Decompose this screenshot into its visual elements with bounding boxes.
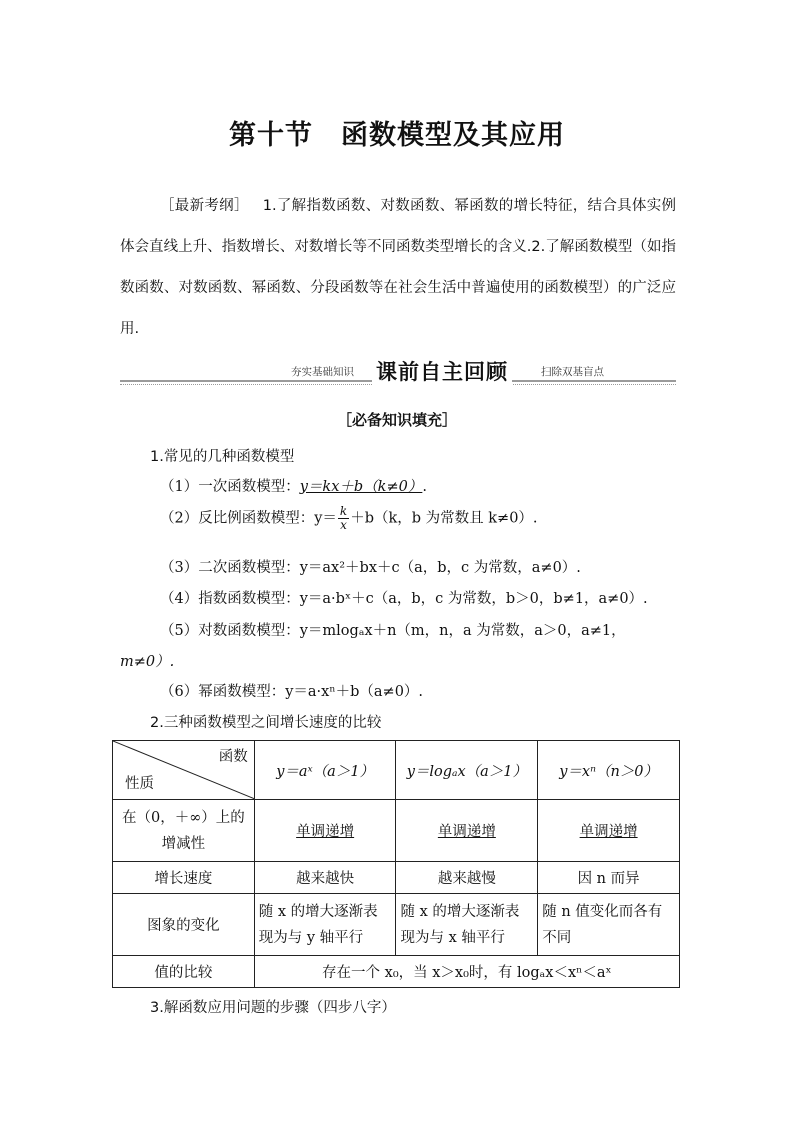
table-cell: 越来越慢 [396, 862, 538, 894]
corner-bottom-label: 性质 [125, 776, 154, 792]
table-col-header: y＝xⁿ（n＞0） [538, 741, 680, 800]
corner-top-label: 函数 [218, 749, 248, 765]
table-header-row [113, 741, 680, 800]
part1-heading: 1.常见的几种函数模型 [150, 449, 295, 465]
table-row [113, 800, 680, 862]
table-cell: 随 x 的增大逐渐表现为与 y 轴平行 [254, 894, 396, 956]
syllabus-text: 1.了解指数函数、对数函数、幂函数的增长特征，结合具体实例体会直线上升、指数增长、对数增长等不同函数类型增长的含义.2.了解函数模型（如指数函数、对数函数、幂函数、分段函数等在社会生活中普遍使用的函数模型）的广泛应用. [120, 198, 676, 337]
table-cell: 随 n 值变化而各有不同 [538, 894, 680, 956]
syllabus-tag: ［最新考纲］ [160, 198, 249, 214]
model-inverse-suffix: ＋b（k，b 为常数且 k≠0）. [350, 510, 538, 527]
model-log-line2: m≠0）. [120, 654, 175, 670]
banner-left-text: 夯实基础知识 [288, 364, 357, 379]
banner-right-text: 扫除双基盲点 [538, 364, 607, 379]
section-banner [120, 356, 676, 392]
banner-title: 课前自主回顾 [372, 356, 512, 386]
page-title: 第十节 函数模型及其应用 [229, 120, 565, 151]
table-row [113, 894, 680, 956]
table-row-label: 值的比较 [113, 956, 255, 988]
model-power: （6）幂函数模型：y＝a·xⁿ＋b（a≠0）. [160, 684, 424, 700]
table-corner-cell [113, 741, 255, 800]
model-inverse [160, 505, 538, 532]
fraction-denominator: x [340, 518, 347, 532]
table-cell: 越来越快 [254, 862, 396, 894]
part3-heading: 3.解函数应用问题的步骤（四步八字） [150, 1000, 396, 1016]
model-log-line1: （5）对数函数模型：y＝mlogₐx＋n（m，n，a 为常数，a＞0，a≠1， [160, 623, 626, 639]
fraction-numerator: k [339, 504, 348, 518]
comparison-table [112, 740, 680, 988]
table-col-header: y＝logₐx（a＞1） [396, 741, 538, 800]
inverse-fraction [338, 505, 349, 532]
model-quadratic: （3）二次函数模型：y＝ax²＋bx＋c（a，b，c 为常数，a≠0）. [160, 560, 581, 576]
table-cell-compare: 存在一个 x₀，当 x＞x₀时，有 logₐx＜xⁿ＜aˣ [254, 956, 679, 988]
syllabus-paragraph [120, 186, 676, 350]
table-cell: 单调递增 [254, 800, 396, 862]
table-cell: 因 n 而异 [538, 862, 680, 894]
section-heading: ［必备知识填充］ [336, 411, 457, 429]
model-inverse-prefix: （2）反比例函数模型：y＝ [160, 510, 337, 527]
model-exponential: （4）指数函数模型：y＝a·bˣ＋c（a，b，c 为常数，b＞0，b≠1，a≠0）. [160, 591, 648, 607]
table-row [113, 956, 680, 988]
model-linear-prefix: （1）一次函数模型： [160, 479, 300, 495]
table-cell: 单调递增 [396, 800, 538, 862]
table-row-label: 在（0，＋∞）上的增减性 [113, 800, 255, 862]
table-row-label: 增长速度 [113, 862, 255, 894]
table-cell: 单调递增 [538, 800, 680, 862]
table-cell: 随 x 的增大逐渐表现为与 x 轴平行 [396, 894, 538, 956]
table-col-header: y＝aˣ（a＞1） [254, 741, 396, 800]
model-linear-formula: y＝kx＋b（k≠0） [299, 479, 423, 495]
model-linear: （1）一次函数模型：y＝kx＋b（k≠0）. [160, 479, 427, 495]
table-row [113, 862, 680, 894]
part2-heading: 2.三种函数模型之间增长速度的比较 [150, 715, 382, 731]
table-row-label: 图象的变化 [113, 894, 255, 956]
